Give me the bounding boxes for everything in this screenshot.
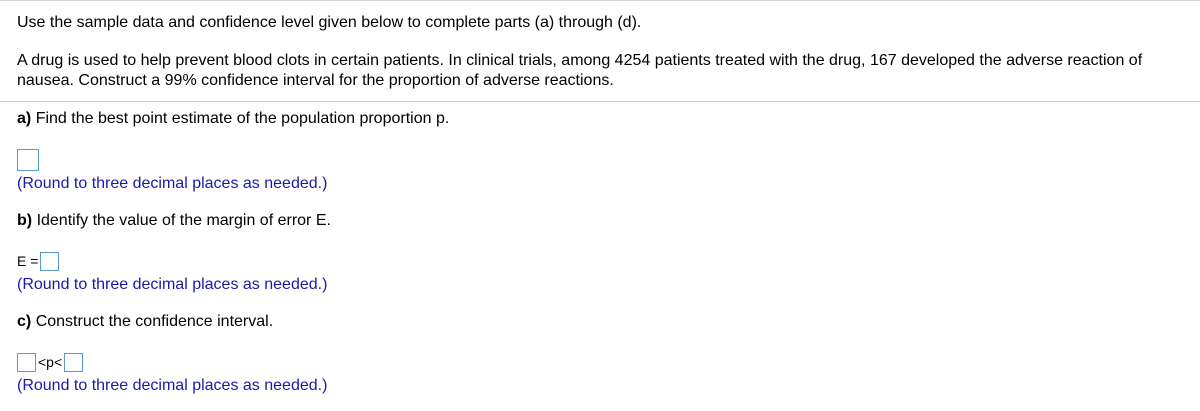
part-c-text: Construct the confidence interval. <box>35 313 274 330</box>
part-c-hint: (Round to three decimal places as needed.) <box>17 377 328 394</box>
part-a-text: Find the best point estimate of the population proportion p. <box>35 110 450 127</box>
point-estimate-input[interactable] <box>17 149 39 171</box>
part-a-hint: (Round to three decimal places as needed.) <box>17 175 328 192</box>
part-c-answer-row <box>17 351 83 373</box>
interval-inequality: <p< <box>38 354 63 370</box>
problem-statement: A drug is used to help prevent blood clots in certain patients. In clinical trials, among 4254 patients treated with the drug, 167 developed the adverse reaction of nausea. Construct a 99% confidence interval for the proportion of adverse reactions. <box>17 52 1143 89</box>
part-b-label: b) <box>17 212 33 229</box>
margin-of-error-prefix: E = <box>17 253 39 269</box>
part-a-question <box>17 109 449 129</box>
interval-lower-input[interactable] <box>17 353 36 372</box>
top-border <box>0 0 1200 1</box>
part-b-question <box>17 211 331 231</box>
part-c-question <box>17 312 273 332</box>
instructions-text: Use the sample data and confidence level given below to complete parts (a) through (d). <box>17 14 642 31</box>
interval-upper-input[interactable] <box>64 353 83 372</box>
part-a-answer-row <box>17 149 39 171</box>
part-b-hint: (Round to three decimal places as needed.) <box>17 276 328 293</box>
part-a-label: a) <box>17 110 32 127</box>
part-c-label: c) <box>17 313 32 330</box>
margin-of-error-input[interactable] <box>40 252 59 271</box>
section-divider <box>0 101 1200 102</box>
part-b-text: Identify the value of the margin of error E. <box>36 212 331 229</box>
part-b-answer-row <box>17 250 59 272</box>
